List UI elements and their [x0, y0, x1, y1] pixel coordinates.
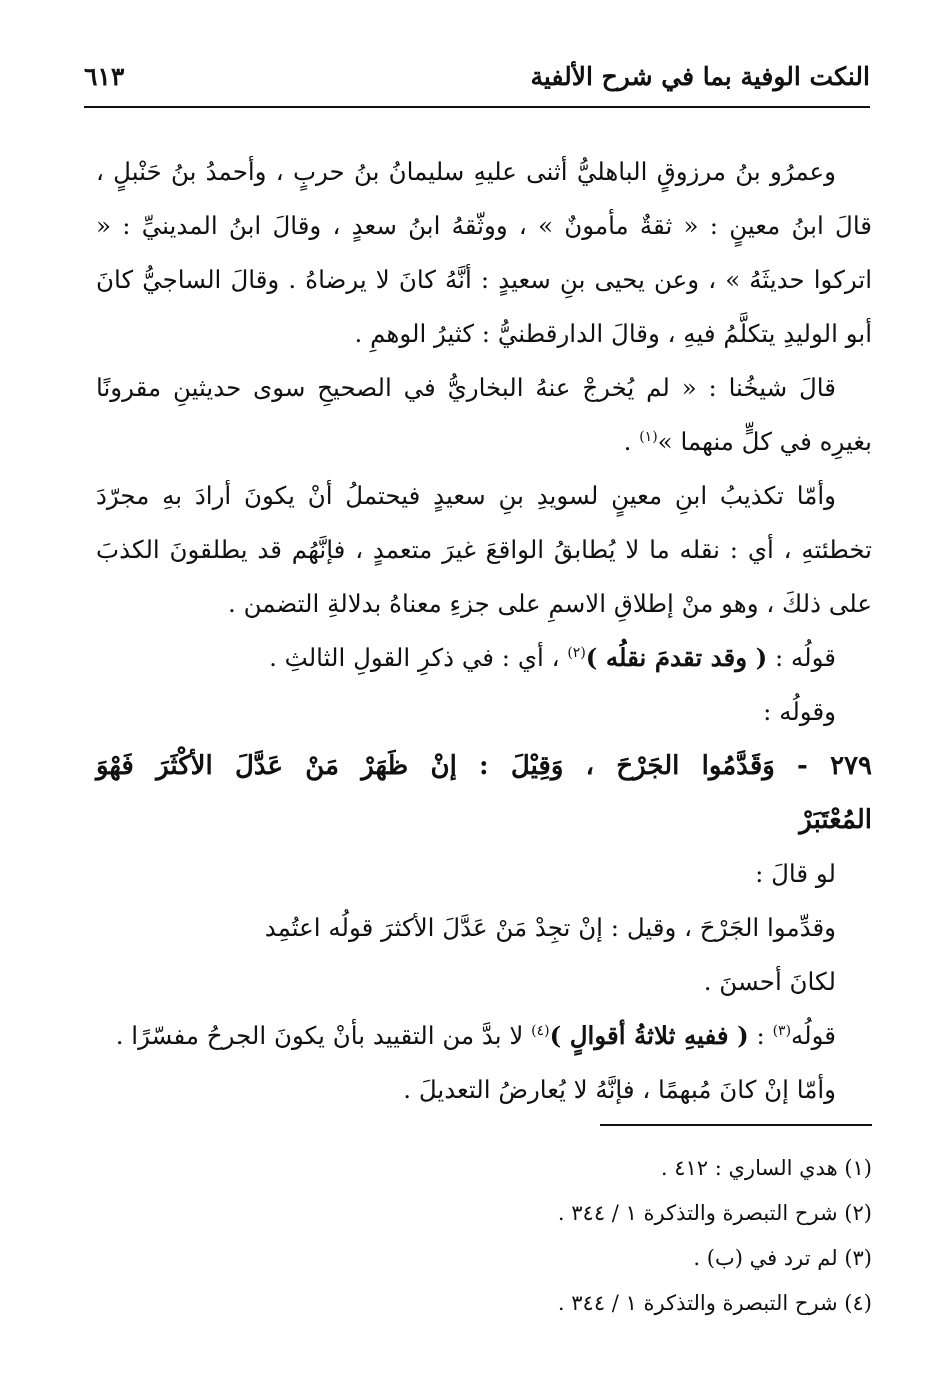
qawluh-paragraph — [96, 1009, 872, 1063]
alternative-verse: وقدِّموا الجَرْحَ ، وقيل : إنْ تجِدْ مَنْ عَدَّلَ الأكثرَ قولُه اعتُمِد — [264, 913, 836, 942]
page-number: ٦١٣ — [84, 62, 125, 91]
footnotes — [300, 1146, 872, 1326]
paragraph: وأمّا إنْ كانَ مُبهمًا ، فإنَّهُ لا يُعارضُ التعديلَ . — [403, 1075, 836, 1104]
footnote: (١) هدي الساري : ٤١٢ . — [660, 1156, 872, 1180]
law-qal: لو قالَ : — [755, 859, 836, 888]
qawluh-lead: قولُه — [791, 1021, 836, 1050]
footnote-ref: (٤) — [531, 1022, 550, 1039]
running-title: النكت الوفية بما في شرح الألفية — [530, 62, 870, 91]
paragraph — [96, 361, 872, 469]
qawluh-rest: لا بدَّ من التقييد بأنْ يكونَ الجرحُ مفسّرًا . — [115, 1021, 532, 1050]
qawluh-colon: : — [748, 1021, 773, 1050]
footnote: (٤) شرح التبصرة والتذكرة ١ / ٣٤٤ . — [557, 1291, 872, 1315]
verse-line: ٢٧٩ - وَقَدَّمُوا الجَرْحَ ، وَقِيْلَ : إنْ ظَهَرْ مَنْ عَدَّلَ الأكْثَرَ فَهْوَ المُعْتَبَرْ — [96, 751, 872, 835]
quoted-text: ( وقد تقدمَ نقلُه ) — [585, 643, 768, 672]
wa-qawluh: وقولُه : — [763, 697, 836, 726]
footnote-ref: (١) — [639, 428, 658, 445]
footnote-ref: (٣) — [772, 1022, 792, 1039]
header-divider — [84, 106, 870, 108]
qawluh-rest: ، أي : في ذكرِ القولِ الثالثِ . — [269, 643, 568, 672]
qawluh-paragraph — [96, 631, 872, 685]
lakan-ahsan: لكانَ أحسنَ . — [703, 967, 836, 996]
paragraph-text: قالَ شيخُنا : « لم يُخرجْ عنهُ البخاريُّ في الصحيحِ سوى حديثينِ مقرونًا بغيرِه في كلٍّ منهما » — [96, 373, 872, 456]
paragraph: وعمرُو بنُ مرزوقٍ الباهليُّ أثنى عليهِ سليمانُ بنُ حربٍ ، وأحمدُ بنُ حَنْبلٍ ، قالَ ابنُ معينٍ : « ثقةٌ مأمونٌ » ، ووثّقهُ ابنُ سعدٍ ، وقالَ ابنُ المدينيِّ : « اتركوا حديثَهُ » ، وعن يحيى بنِ سعيدٍ : أنَّهُ كانَ لا يرضاهُ . وقالَ الساجيُّ كانَ أبو الوليدِ يتكلَّمُ فيهِ ، وقالَ الدارقطنيُّ : كثيرُ الوهمِ . — [96, 157, 872, 348]
paragraph: وأمّا تكذيبُ ابنِ معينٍ لسويدِ بنِ سعيدٍ فيحتملُ أنْ يكونَ أرادَ بهِ مجرّدَ تخطئتهِ ، أي : نقله ما لا يُطابقُ الواقعَ غيرَ متعمدٍ ، فإنَّهُم قد يطلقونَ الكذبَ على ذلكَ ، وهو منْ إطلاقِ الاسمِ على جزءِ معناهُ بدلالةِ التضمن . — [96, 481, 872, 618]
footnote-ref: (٢) — [567, 644, 586, 661]
main-text — [96, 145, 872, 1117]
running-header — [84, 62, 870, 104]
footnote-divider — [600, 1124, 872, 1126]
quoted-text: ( ففيهِ ثلاثةُ أقوالٍ ) — [549, 1021, 749, 1050]
qawluh-lead: قولُه : — [767, 643, 836, 672]
footnote: (٣) لم ترد في (ب) . — [693, 1246, 872, 1270]
footnote: (٢) شرح التبصرة والتذكرة ١ / ٣٤٤ . — [557, 1201, 872, 1225]
paragraph-end: . — [623, 427, 640, 456]
